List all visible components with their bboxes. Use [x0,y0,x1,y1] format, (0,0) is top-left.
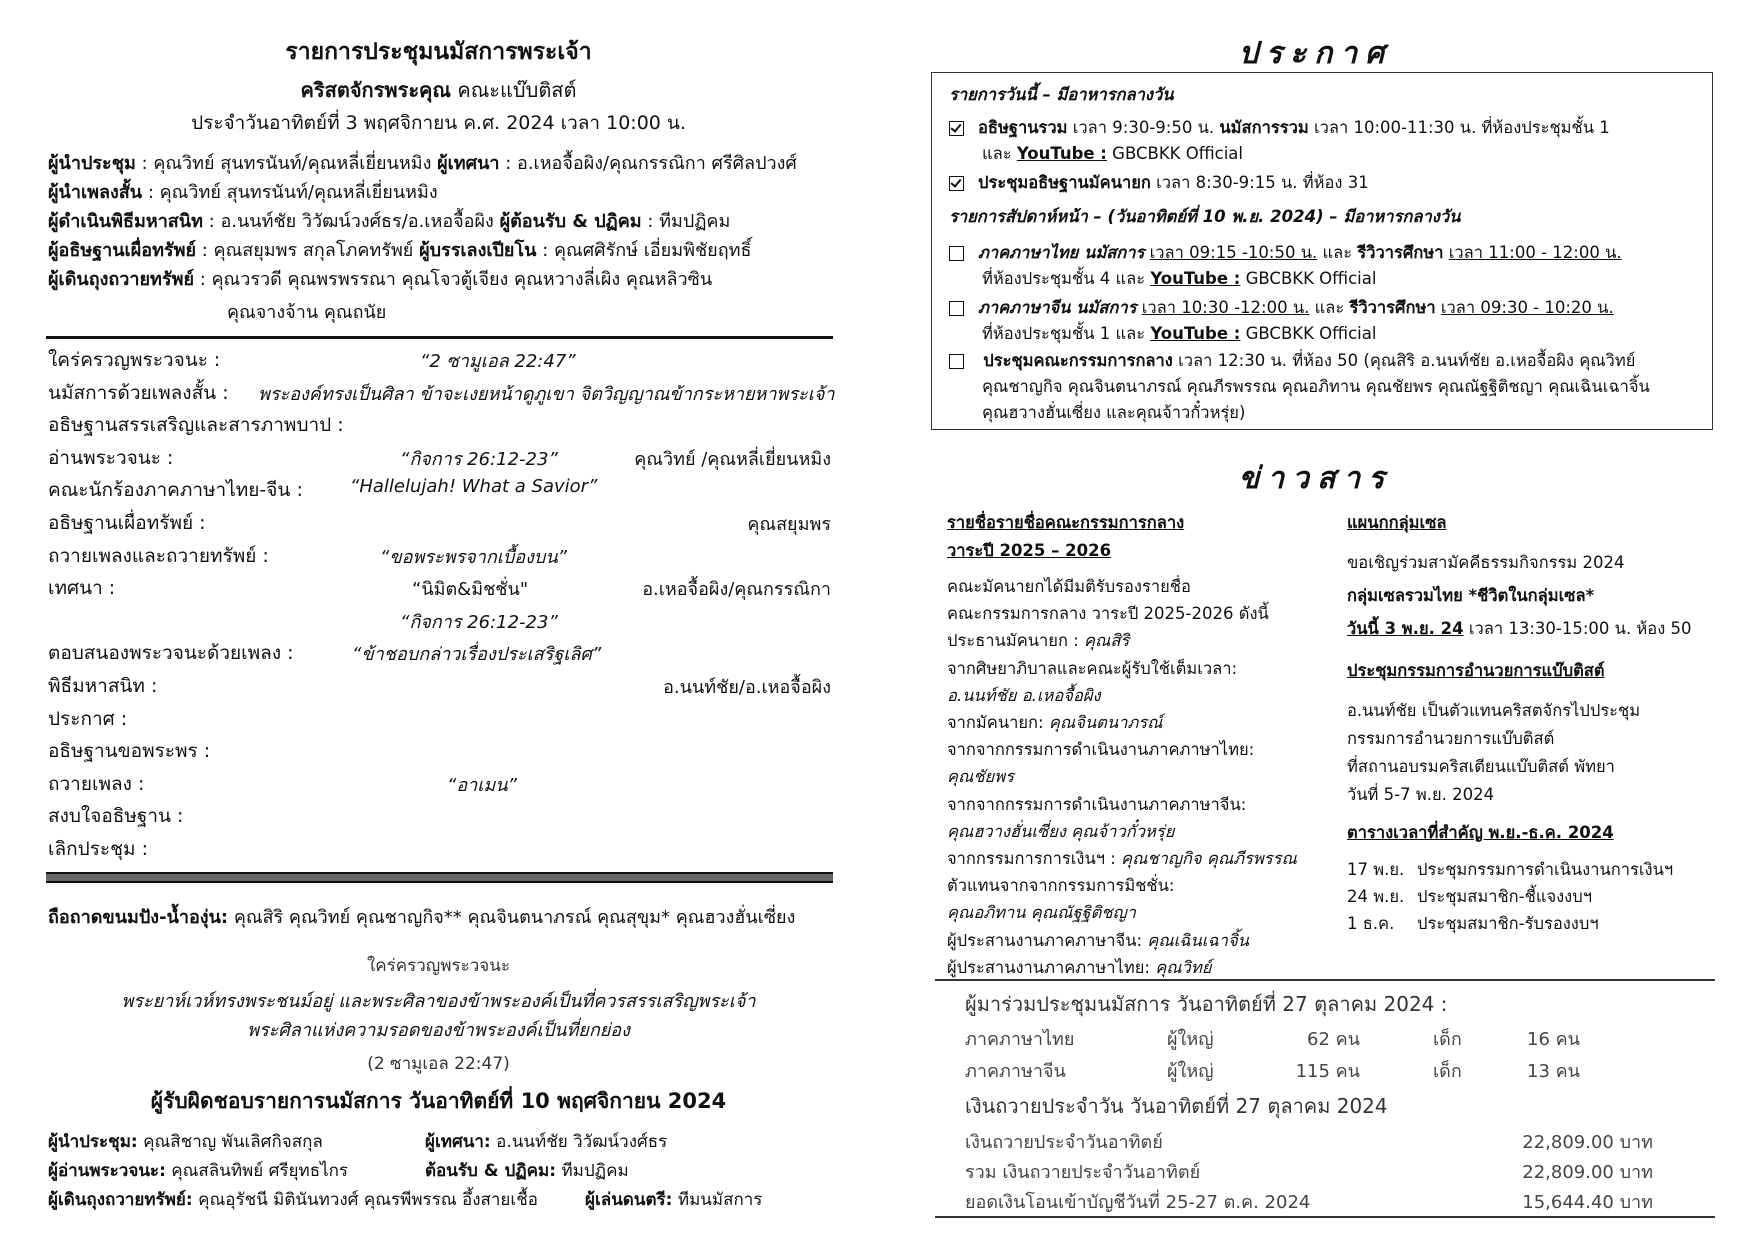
next-week-line-2 [982,266,1376,292]
checkbox-unchecked-icon [949,246,964,261]
staff-name-2: : อ.เหอจื้อผิง/คุณกรรณิกา ศรีศิลปวงศ์ [499,153,797,174]
committee-news-text: จากมัคนายก: [947,713,1049,732]
next-staff-role-2: ต้อนรับ & ปฏิคม: [425,1161,557,1181]
cell-group-heading: แผนกกลุ่มเซล [1347,513,1447,532]
schedule-event: ประชุมสมาชิก-รับรองงบฯ [1417,914,1599,933]
news-title: ข่าวสาร [1238,461,1393,496]
church-name-bold: คริสตจักรพระคุณ [300,78,451,102]
staff-role-2: ผู้เทศนา [437,153,500,174]
staff-name: : คุณวิทย์ สุนทรนันท์/คุณหลี่เยี่ยนหมิง [135,153,438,174]
next-week-item-text [978,298,1614,317]
youtube-channel: GBCBKK Official [1240,324,1377,343]
committee-news-line [947,846,1297,872]
attendance-child-count: 16 คน [1527,1029,1580,1050]
service-step-label: อ่านพระวจนะ : [48,446,174,469]
cell-group-date: วันนี้ 3 พ.ย. 24 [1347,619,1464,638]
service-step-label: ใคร่ครวญพระวจนะ : [48,349,221,371]
committee-news-line [947,628,1129,654]
committee-news-line [947,574,1191,600]
next-week-line-2 [982,321,1376,347]
next-week-heading: รายการสัปดาห์หน้า – (วันอาทิตย์ที่ 10 พ.ย. 2024) – มีอาหารกลางวัน [949,207,1461,226]
today-heading: รายการวันนี้ – มีอาหารกลางวัน [949,85,1174,104]
verse-heading: ใคร่ครวญพระวจนะ [366,956,511,976]
committee-news-line [947,656,1237,682]
staff-name: : คุณวิทย์ สุนทรนันท์/คุณหลี่เยี่ยนหมิง [142,182,438,203]
committee-news-text: คณะมัคนายกได้มีมติรับรองรายชื่อ [947,577,1191,596]
committee-news-name: คุณวิทย์ [1155,957,1212,977]
staff-role-2: ผู้ต้อนรับ & ปฏิคม [499,211,642,232]
service-step-detail: “อาเมน” [447,774,517,796]
service-step-label: อธิษฐานขอพระพร : [48,740,211,763]
committee-news-name: คุณจินตนาภรณ์ [1048,713,1163,732]
service-step-detail: “Hallelujah! What a Savior” [350,476,598,498]
today-item-bold: อธิษฐานรวม [978,118,1068,137]
bulletin-right-page [877,0,1754,1241]
committee-news-text: คณะกรรมการกลาง วาระปี 2025-2026 ดังนี้ [947,604,1269,624]
staff-row [48,264,712,293]
schedule-date: 24 พ.ย. [1347,887,1405,906]
today-item-bold-2: นมัสการรวม [1219,118,1309,137]
next-week-item-text [978,243,1622,262]
attendance-dept: ภาคภาษาจีน [965,1061,1066,1082]
youtube-channel: GBCBKK Official [1240,269,1377,288]
next-staff-name-2: ทีมนมัสการ [672,1190,763,1210]
committee-news-text: คุณอภิทาน คุณณัฐฐิติชญา [947,903,1136,923]
schedule-event: ประชุมกรรมการดำเนินงานการเงินฯ [1417,860,1674,879]
committee-news-name: คุณชาญกิจ คุณภีรพรรณ [1121,849,1297,868]
service-step-label: อธิษฐานเผื่อทรัพย์ : [48,512,206,534]
checkbox-checked-icon [949,121,964,136]
offering-label: ยอดเงินโอนเข้าบัญชีวันที่ 25-27 ต.ค. 2024 [965,1192,1311,1213]
next-week-item [949,240,1622,266]
baptist-line: อ.นนท์ชัย เป็นตัวแทนคริสตจักรไปประชุม [1347,701,1641,720]
offering-label: รวม เงินถวายประจำวันอาทิตย์ [965,1162,1201,1183]
cell-group-line-1: ขอเชิญร่วมสามัคคีธรรมกิจกรรม 2024 [1347,553,1625,572]
offering-amount: 15,644.40 บาท [1522,1192,1653,1213]
youtube-label: YouTube : [1150,324,1241,343]
cell-group-line-2: กลุ่มเซลรวมไทย *ชีวิตในกลุ่มเซล* [1347,586,1595,605]
next-staff-row-2 [425,1157,629,1184]
committee-news-text: อ.นนท์ชัย อ.เหอจื้อผิง [947,685,1101,705]
committee-news-name: คุณเฉินเฉาจิ้น [1147,930,1249,950]
service-step-person: คุณวิทย์ /คุณหลี่เยี่ยนหมิง [634,448,831,470]
baptist-line: วันที่ 5-7 พ.ย. 2024 [1347,785,1495,804]
service-title: รายการประชุมนมัสการพระเจ้า [285,39,592,65]
service-step-label: นมัสการด้วยเพลงสั้น : [48,381,229,404]
service-step-label: ถวายเพลง : [48,772,145,795]
committee-news-text: จากจากกรรมการดำเนินงานภาคภาษาไทย: [947,740,1255,760]
service-step-person: อ.เหอจื้อผิง/คุณกรรณิกา [642,579,831,601]
committee-news-line [947,928,1249,954]
next-week-study: รีวิวารศึกษา [1357,243,1444,262]
verse-line-1: พระยาห์เวห์ทรงพระชนม์อยู่ และพระศิลาของข้าพระองค์เป็นที่ควรสรรเสริญพระเจ้า [121,991,756,1012]
next-week-title: ผู้รับผิดชอบรายการนมัสการ วันอาทิตย์ที่ 10 พฤศจิกายน 2024 [150,1089,727,1113]
announcements-title: ประกาศ [1238,36,1393,71]
next-staff-name: คุณสลินทิพย์ ศรียุทธไกร [165,1161,349,1181]
committee-news-line [947,737,1254,763]
staff-name-2: : ทีมปฏิคม [641,211,731,232]
checkbox-unchecked-icon [949,354,964,369]
committee-news-line [947,900,1136,926]
offering-amount: 22,809.00 บาท [1522,1132,1653,1153]
staff-role: ผู้อธิษฐานเผื่อทรัพย์ [48,240,197,261]
committee-news-text: รายชื่อรายชื่อคณะกรรมการกลาง [947,513,1185,532]
staff-name: : คุณสยุมพร สกุลโภคทรัพย์ [196,240,420,261]
committee-news-text: คุณชัยพร [947,767,1014,787]
committee-news-line [947,819,1174,845]
today-item-text [978,173,1369,192]
today-item-time-2: เวลา 10:00-11:30 น. ที่ห้องประชุมชั้น 1 [1308,118,1610,137]
verse-reference: (2 ซามูเอล 22:47) [367,1054,510,1074]
attendance-child-label: เด็ก [1433,1029,1462,1050]
cell-group-time: เวลา 13:30-15:00 น. ห้อง 50 [1463,619,1692,638]
staff-row [48,206,730,235]
next-staff-role: ผู้เดินถุงถวายทรัพย์: [48,1190,193,1210]
church-name [0,74,877,106]
next-week-line-2-pre: ที่ห้องประชุมชั้น 1 และ [982,324,1151,343]
cell-group-line-3 [1347,616,1692,642]
committee-news-line [947,510,1184,536]
attendance-adult-count: 62 คน [1307,1029,1360,1050]
checkbox-unchecked-icon [949,301,964,316]
church-name-rest: คณะแบ๊บติสต์ [451,78,577,102]
youtube-label: YouTube : [1150,269,1241,288]
next-week-and: และ [1317,243,1358,262]
next-week-time: เวลา 10:30 -12:00 น. [1141,298,1310,317]
offering-amount: 22,809.00 บาท [1522,1162,1653,1183]
attendance-dept: ภาคภาษาไทย [965,1029,1075,1050]
attendance-adult-count: 115 คน [1295,1061,1360,1082]
next-staff-row [48,1186,538,1213]
communion-names: คุณสิริ คุณวิทย์ คุณชาญกิจ** คุณจินตนาภรณ์ คุณสุขุม* คุณฮวงฮั่นเซี่ยง [228,907,796,928]
service-step-detail: “กิจการ 26:12-23” [400,448,558,470]
next-week-time: เวลา 09:15 -10:50 น. [1149,243,1318,262]
next-week-dept: ภาคภาษาจีน นมัสการ [978,298,1137,317]
service-step-label: ตอบสนองพระวจนะด้วยเพลง : [48,642,294,665]
committee-news-text: วาระปี 2025 – 2026 [947,541,1112,560]
service-step-person: อ.นนท์ชัย/อ.เหอจื้อผิง [663,677,831,698]
today-item [949,170,1369,196]
committee-news-text: คุณฮวางฮั่นเซี่ยง คุณจ้าวกั๋วหรุ่ย [947,821,1175,841]
committee-line-3: คุณฮวางฮั่นเซี่ยง และคุณจ้าวกั๋วหรุ่ย) [982,403,1246,422]
service-step-label: พิธีมหาสนิท : [48,675,158,697]
staff-row [48,235,751,264]
schedule-event: ประชุมสมาชิก-ชี้แจงงบฯ [1417,887,1592,906]
next-staff-name: คุณสิชาญ พันเลิศกิจสกุล [137,1132,323,1152]
service-step-label: สงบใจอธิษฐาน : [48,805,184,828]
today-item-line-2 [982,141,1243,167]
next-staff-row-2 [425,1128,667,1155]
service-step-label: ถวายเพลงและถวายทรัพย์ : [48,544,269,567]
next-staff-role: ผู้อ่านพระวจนะ: [48,1161,166,1181]
next-staff-role-2: ผู้เล่นดนตรี: [585,1190,673,1210]
staff-name: : อ.นนท์ชัย วิวัฒน์วงศ์ธร/อ.เหอจื้อผิง [202,211,500,232]
committee-line-1: เวลา 12:30 น. ที่ห้อง 50 (คุณสิริ อ.นนท์ชัย อ.เหอจื้อผิง คุณวิทย์ [1172,351,1636,370]
today-item-bold: ประชุมอธิษฐานมัคนายก [978,173,1151,192]
next-week-line-2-pre: ที่ห้องประชุมชั้น 4 และ [982,269,1151,288]
stats-top-rule [935,979,1715,981]
attendance-child-label: เด็ก [1433,1061,1462,1082]
committee-news-line [947,873,1174,899]
next-staff-name-2: อ.นนท์ชัย วิวัฒน์วงศ์ธร [490,1132,668,1152]
committee-news-line [947,683,1101,709]
committee-line-2: คุณชาญกิจ คุณจินตนาภรณ์ คุณภีรพรรณ คุณอภิทาน คุณชัยพร คุณณัฐฐิติชญา คุณเฉินเฉาจิ้น [982,377,1650,396]
attendance-child-count: 13 คน [1527,1061,1580,1082]
staff-name-2: : คุณศศิรักษ์ เอี่ยมพิชัยฤทธิ์ [536,240,752,261]
committee-news-text: ผู้ประสานงานภาคภาษาจีน: [947,930,1148,950]
service-date: ประจำวันอาทิตย์ที่ 3 พฤศจิกายน ค.ศ. 2024 เวลา 10:00 น. [191,112,686,134]
service-step-detail: “กิจการ 26:12-23” [400,611,558,633]
schedule-date: 17 พ.ย. [1347,860,1405,879]
committee-news-text: จากศิษยาภิบาลและคณะผู้รับใช้เต็มเวลา: [947,658,1238,678]
verse-line-2: พระศิลาแห่งความรอดของข้าพระองค์เป็นที่ยกย่อง [247,1020,630,1041]
staff-row [48,148,797,177]
next-staff-role: ผู้นำประชุม: [48,1132,138,1152]
service-step-detail: “นิมิต&มิชชั่น" [412,579,529,601]
today-item-time: เวลา 8:30-9:15 น. ที่ห้อง 31 [1150,173,1369,192]
attendance-adult-label: ผู้ใหญ่ [1167,1029,1214,1050]
committee-news-name: คุณสิริ [1083,631,1130,651]
committee-item [949,348,1635,374]
next-staff-name: คุณอุรัชนี มิตินันทวงศ์ คุณรพีพรรณ อึ้งสายเชื้อ [192,1190,538,1210]
next-week-study-time: เวลา 09:30 - 10:20 น. [1440,298,1614,317]
service-step-detail: พระองค์ทรงเป็นศิลา ข้าจะเงยหน้าดูภูเขา จิตวิญญาณข้ากระหายหาพระเจ้า [258,383,835,405]
committee-news-text: จากจากกรรมการดำเนินงานภาคภาษาจีน: [947,794,1247,814]
committee-news-line [947,710,1162,736]
committee-news-text: ตัวแทนจากจากกรรมการมิชชั่น: [947,876,1175,896]
committee-label: ประชุมคณะกรรมการกลาง [983,351,1173,370]
committee-news-text: ผู้ประสานงานภาคภาษาไทย: [947,957,1156,977]
staff-role: ผู้เดินถุงถวายทรัพย์ [48,269,194,290]
service-step-person: คุณสยุมพร [747,514,831,535]
committee-news-text: จากกรรมการการเงินฯ : [947,849,1122,868]
committee-news-line [947,538,1111,564]
staff-role: ผู้นำเพลงสั้น [48,182,143,203]
today-item-line-2-pre: และ [982,144,1017,163]
next-week-item [949,295,1614,321]
next-week-dept: ภาคภาษาไทย นมัสการ [978,243,1145,262]
committee-news-line [947,601,1269,627]
next-week-study: รีวิวารศึกษา [1349,298,1436,317]
communion-servers [48,902,795,931]
committee-news-line [947,764,1014,790]
staff-role: ผู้นำประชุม [48,153,136,174]
next-staff-row [48,1157,348,1184]
service-step-label: ประกาศ : [48,707,128,730]
today-item [949,115,1610,141]
baptist-heading: ประชุมกรรมการอำนวยการแบ๊บติสต์ [1347,661,1605,680]
next-week-and: และ [1309,298,1350,317]
next-staff-row [48,1128,323,1155]
checkbox-checked-icon [949,176,964,191]
next-staff-role-2: ผู้เทศนา: [425,1132,491,1152]
youtube-channel: GBCBKK Official [1106,144,1243,163]
committee-news-line [947,792,1246,818]
next-staff-name-2: ทีมปฏิคม [556,1161,629,1181]
staff-role-2: ผู้บรรเลงเปียโน [419,240,537,261]
baptist-line: ที่สถานอบรมคริสเตียนแบ๊บติสต์ พัทยา [1347,757,1615,776]
staff-role: ผู้ดำเนินพิธีมหาสนิท [48,211,203,232]
service-step-label: เลิกประชุม : [48,838,148,860]
committee-news-line [947,955,1211,981]
communion-label: ถือถาดขนมปัง-น้ำองุ่น: [48,907,229,928]
next-week-study-time: เวลา 11:00 - 12:00 น. [1448,243,1622,262]
today-item-time: เวลา 9:30-9:50 น. [1067,118,1220,137]
today-item-text [978,118,1610,137]
offering-title: เงินถวายประจำวัน วันอาทิตย์ที่ 27 ตุลาคม 2024 [965,1094,1388,1118]
stats-bottom-rule [935,1216,1715,1218]
attendance-title: ผู้มาร่วมประชุมนมัสการ วันอาทิตย์ที่ 27 ตุลาคม 2024 : [965,992,1448,1016]
attendance-adult-label: ผู้ใหญ่ [1167,1061,1214,1082]
section-divider [46,336,833,339]
service-step-detail: “ข้าชอบกล่าวเรื่องประเสริฐเลิศ” [352,644,602,666]
service-step-label: เทศนา : [48,577,116,600]
youtube-label: YouTube : [1016,144,1107,163]
schedule-heading: ตารางเวลาที่สำคัญ พ.ย.-ธ.ค. 2024 [1347,823,1614,842]
service-step-detail: “2 ซามูเอล 22:47” [420,351,576,372]
schedule-date: 1 ธ.ค. [1347,914,1395,933]
offering-label: เงินถวายประจำวันอาทิตย์ [965,1132,1163,1153]
baptist-line: กรรมการอำนวยการแบ๊บติสต์ [1347,729,1555,748]
staff-continuation: คุณจางจ้าน คุณถนัย [227,302,387,323]
service-step-label: คณะนักร้องภาคภาษาไทย-จีน : [48,479,303,502]
service-step-label: อธิษฐานสรรเสริญและสารภาพบาป : [48,414,344,437]
committee-news-text: ประธานมัคนายก : [947,631,1084,651]
grey-divider [46,872,833,883]
service-step-detail: “ขอพระพรจากเบื้องบน” [380,546,567,568]
staff-name: : คุณวรวดี คุณพรพรรณา คุณโจวตู้เจียง คุณหวางลี่เผิง คุณหลิวซิน [194,269,713,290]
staff-row [48,177,438,206]
next-staff-row-2 [585,1186,762,1213]
